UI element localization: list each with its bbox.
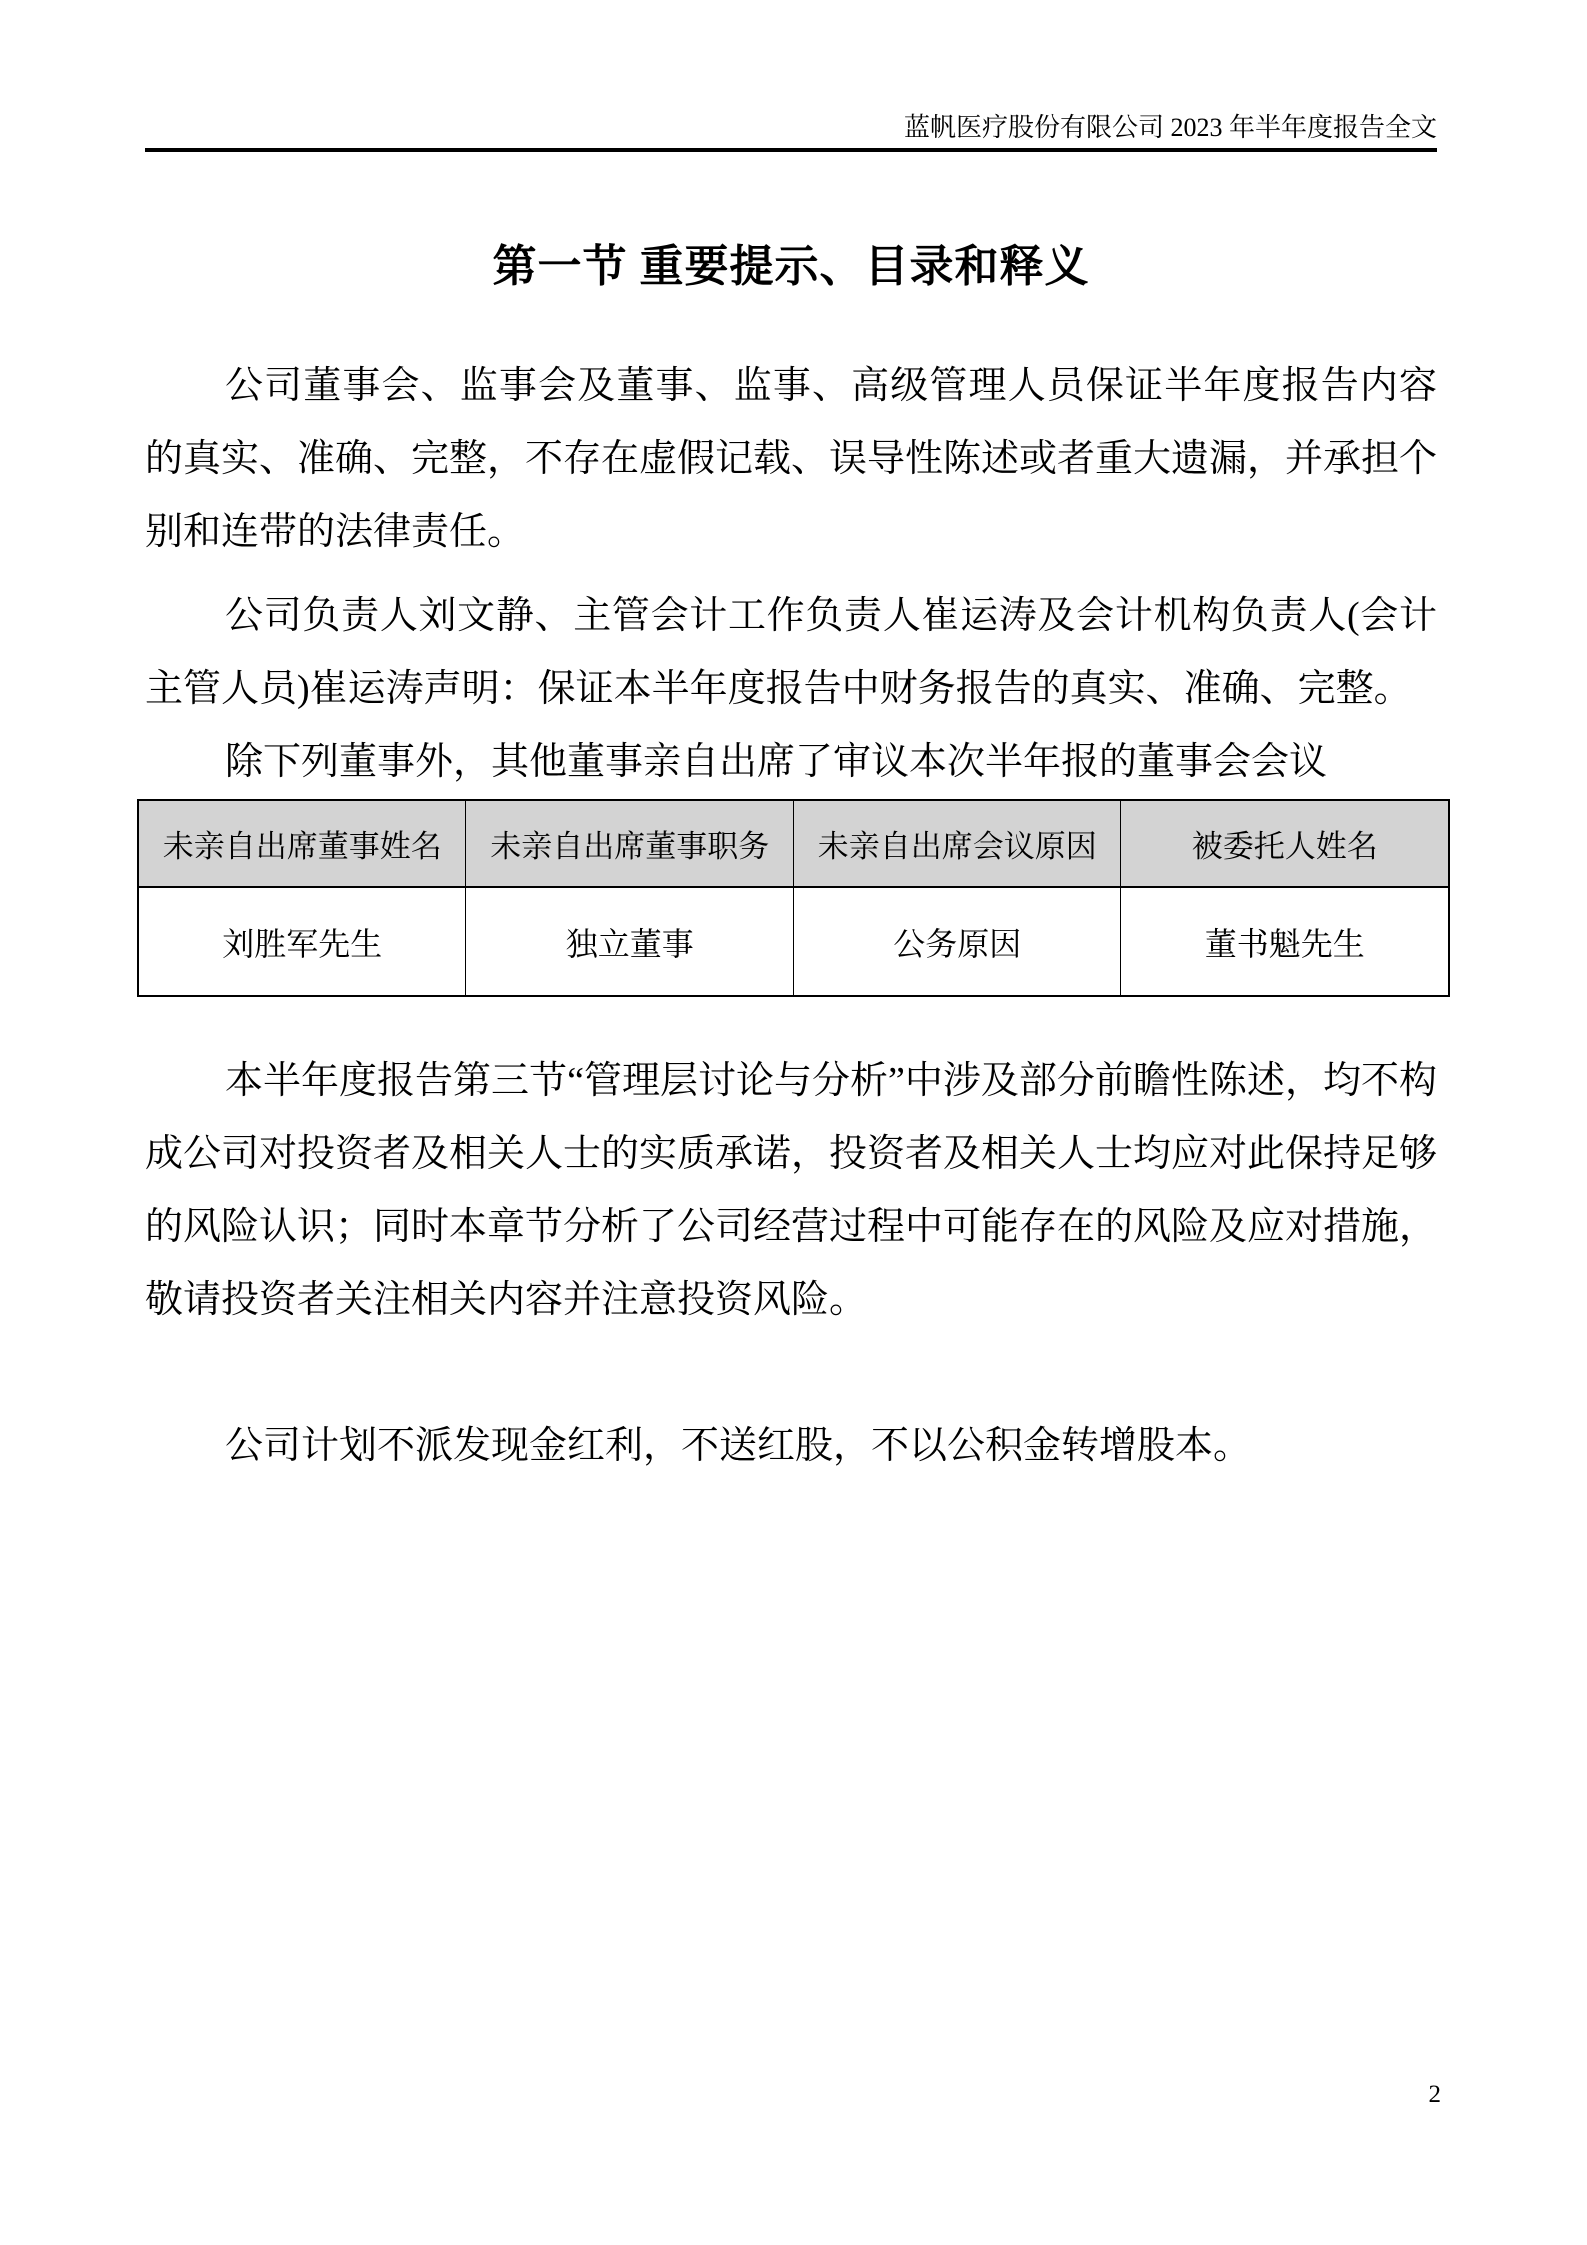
cell-absent-director-title: 独立董事 (466, 887, 794, 996)
col-header-absent-director-name: 未亲自出席董事姓名 (138, 800, 466, 887)
paragraph-dividend-plan: 公司计划不派发现金红利，不送红股，不以公积金转增股本。 (225, 1425, 1252, 1467)
table-row (138, 887, 1449, 996)
page-number: 2 (1428, 2081, 1441, 2108)
absent-directors-table (137, 799, 1450, 997)
cell-absent-director-name: 刘胜军先生 (138, 887, 466, 996)
section-title: 第一节 重要提示、目录和释义 (492, 242, 1090, 291)
running-header: 蓝帆医疗股份有限公司 2023 年半年度报告全文 (903, 113, 1437, 142)
cell-absence-reason: 公务原因 (793, 887, 1121, 996)
paragraph-absent-directors-intro: 除下列董事外，其他董事亲自出席了审议本次半年报的董事会会议 (225, 741, 1328, 783)
paragraph-responsible-persons: 公司负责人刘文静、主管会计工作负责人崔运涛及会计机构负责人(会计主管人员)崔运涛声明：保证本半年度报告中财务报告的真实、准确、完整。 (145, 595, 1437, 710)
col-header-proxy-name: 被委托人姓名 (1121, 800, 1449, 887)
cell-proxy-name: 董书魁先生 (1121, 887, 1449, 996)
table-header-row (138, 800, 1449, 887)
absent-directors-table-body (138, 887, 1449, 996)
paragraph-forward-looking-statement: 本半年度报告第三节“管理层讨论与分析”中涉及部分前瞻性陈述，均不构成公司对投资者及相关人士的实质承诺，投资者及相关人士均应对此保持足够的风险认识；同时本章节分析了公司经营过程中可能存在的风险及应对措施，敬请投资者关注相关内容并注意投资风险。 (145, 1060, 1438, 1321)
header-rule-divider (145, 148, 1437, 152)
col-header-absent-director-title: 未亲自出席董事职务 (466, 800, 794, 887)
col-header-absence-reason: 未亲自出席会议原因 (793, 800, 1121, 887)
absent-directors-table-header (138, 800, 1449, 887)
paragraph-board-statement: 公司董事会、监事会及董事、监事、高级管理人员保证半年度报告内容的真实、准确、完整，不存在虚假记载、误导性陈述或者重大遗漏，并承担个别和连带的法律责任。 (145, 365, 1438, 553)
